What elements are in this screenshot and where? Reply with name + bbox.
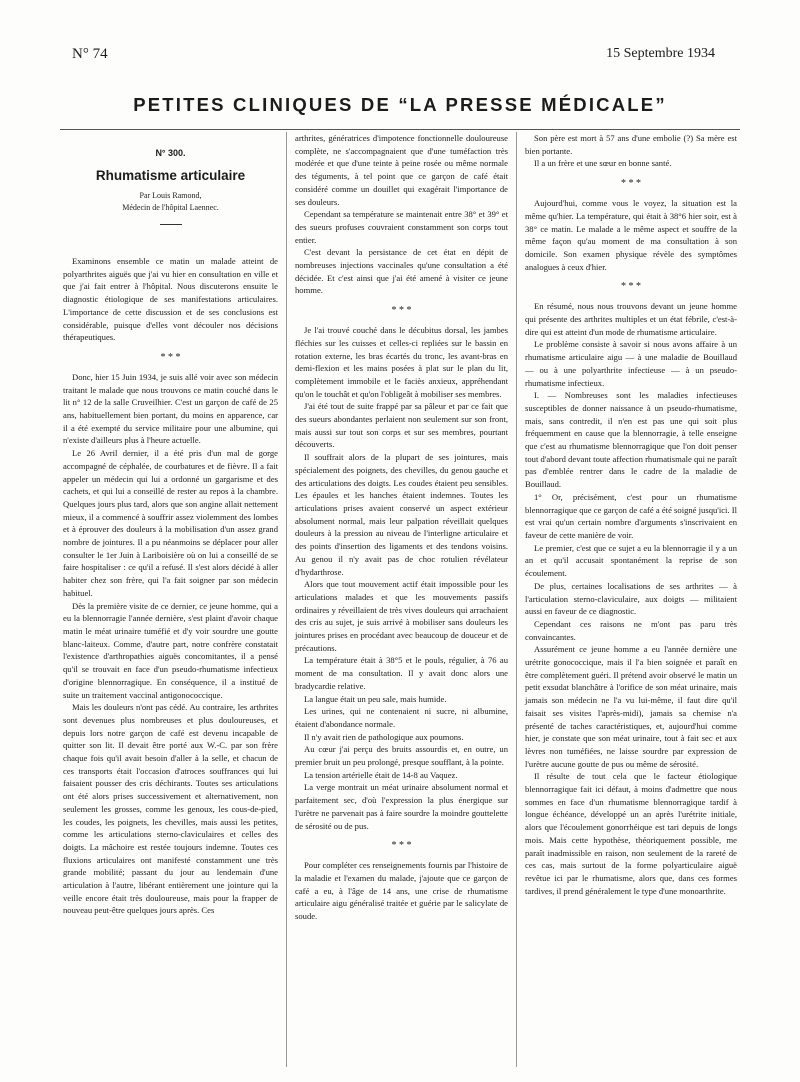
section-separator: * * * [391,840,412,852]
paragraph: Le 26 Avril dernier, il a été pris d'un mal de gorge accompagné de céphalée, de courbatures et de fièvre. Il a fait appeler un médecin qui lui a ordonné un gargarisme et des cachets, et qui lui a conseillé de rester au repos à la chambre. Quelques jours plus tard, alors que son angine allait nettement mieux, il a commencé à souffrir assez violemment des lombes et à éprouver des douleurs à la mobilisation d'un assez grand nombre de jointures. Il a pu néanmoins se déplacer pour aller consulter le 1er Juin à Lariboisière où on lui a conseillé de se faire hospitaliser : ce qu'il a refusé. Il s'est alors décidé à aller habiter chez son frère, qui l'a fait soigner par son médecin habituel. [63,448,278,598]
article-author: Par Louis Ramond, [139,191,202,200]
paragraph: En résumé, nous nous trouvons devant un jeune homme qui présente des arthrites multiples et un état fébrile, c'est-à-dire qui est atteint d'un mode de rhumatisme articulaire. [525,301,737,337]
section-separator: * * * [621,178,641,190]
paragraph: 1° Or, précisément, c'est pour un rhumatisme blennorragique que ce garçon de café a été soigné jusqu'ici. Il est vrai qu'un certain nombre d'arguments s'inscrivaient en faveur de cette manière de voir. [525,491,737,540]
article-title: Rhumatisme articulaire [95,168,246,183]
paragraph: C'est devant la persistance de cet état en dépit de nombreuses injections vaccinales qu'une consultation a été décidée. Et c'est ainsi que j'ai été amené à visiter ce jeune homme. [295,247,508,296]
paragraph: Donc, hier 15 Juin 1934, je suis allé voir avec son médecin traitant le malade que nous trouvons ce matin couché dans le lit n° 12 de la salle Cruveilhier. C'est un garçon de café de 25 ans, habituellement bien portant, du moins en apparence, car il a été exempté du service militaire pour une albumine, qui n'existe d'ailleurs plus à l'heure actuelle. [63,371,278,446]
paragraph: La température était à 38°5 et le pouls, régulier, à 76 au moment de ma consultation. Il y avait donc alors une bradycardie relative. [295,655,508,691]
paragraph: Cependant ces raisons ne m'ont pas paru très convaincantes. [525,618,737,642]
column-1 [55,132,287,1067]
paragraph: Alors que tout mouvement actif était impossible pour les articulations malades et que les mouvements passifs ordinaires y réveillaient de très vives douleurs qui arrachaient des cris au sujet, je suis arrivé à mobiliser sans douleurs les jointures prises en procédant avec beaucoup de douceur et de précautions. [295,579,508,653]
paragraph: De plus, certaines localisations de ses arthrites — à l'articulation sterno-claviculaire, aux doigts — militaient aussi en faveur de ce diagnostic. [525,580,737,617]
paragraph: Assurément ce jeune homme a eu l'année dernière une urétrite gonococcique, mais il l'a bien soignée et paraît en être complètement guéri. Il prétend avoir observé le matin un petit exsudat blanchâtre à l'orifice de son méat urinaire, mais jamais son médecin ne l'a vu lui-même, il faut dire qu'il faisait ses visites l'après-midi), jamais sa chemise n'a présenté de taches caractéristiques, et, aujourd'hui comme hier, je constate que son méat urinaire, tout à fait sec et aux lèvres non tuméfiées, ne laisse sourdre par expression de l'urètre aucune goutte de pus ou même de sérosité. [525,644,737,769]
masthead: PETITES CLINIQUES DE “LA PRESSE MÉDICALE” [133,94,667,115]
article-columns [55,132,745,1067]
section-separator: * * * [621,281,641,293]
paragraph: Dès la première visite de ce dernier, ce jeune homme, qui a eu la blennorragie l'année dernière, s'est plaint d'avoir chaque matin le méat urinaire tuméfié et d'y voir sourdre une goutte blanc-laiteux. Comme, d'autre part, notre confrère constatait l'existence d'arthropathies aiguës concomitantes, il a pensé qu'il se trouvait en face d'un pseudo-rhumatisme infectieux d'origine blennorragique. En conséquence, il a institué de suite un traitement vaccinal antigonococcique. [63,600,278,700]
masthead-rule [60,129,740,130]
paragraph: Le problème consiste à savoir si nous avons affaire à un rhumatisme articulaire aigu — à une maladie de Bouillaud — ou à une polyarthrite infectieuse — à un pseudo-rhumatisme infectieux. [525,339,737,388]
paragraph: Il souffrait alors de la plupart de ses jointures, mais spécialement des poignets, des chevilles, du genou gauche et des articulations des doigts. Les coudes étaient peu sensibles. Les épaules et les hanches étaient indemnes. Toutes les articulations prises avaient conservé un aspect extérieur absolument normal, mais leur palpation réveillait quelques douleurs à la pression au niveau de l'interligne articulaire et des points d'insertion des ligaments et des tendons voisins. Au genou il n'y avait pas de choc rotulien révélateur d'hydarthrose. [295,452,508,577]
paragraph: La langue était un peu sale, mais humide. [304,693,447,704]
paragraph: Examinons ensemble ce matin un malade atteint de polyarthrites aiguës que j'ai vu hier en consultation en ville et que j'ai fait entrer à l'hôpital. Nous discuterons ensuite le diagnostic étiologique de ses manifestations articulaires. L'importance de cette discussion et de ses conclusions est considérable, puisque d'elles vont découler nos décisions thérapeutiques. [63,256,278,343]
issue-date: 15 Septembre 1934 [606,46,715,61]
paragraph: Aujourd'hui, comme vous le voyez, la situation est la même qu'hier. La température, qui était à 38°6 hier soir, est à 38° ce matin. Le malade a le même aspect et souffre de la même façon qu'au moment de ma consultation à son domicile. Son examen physique révèle des symptômes analogues à ceux d'hier. [525,198,737,272]
paragraph: Son père est mort à 57 ans d'une embolie (?) Sa mère est bien portante. [525,133,737,156]
paragraph: La verge montrait un méat urinaire absolument normal et parfaitement sec, d'où l'expression la plus énergique sur l'urètre ne parvenait pas à faire sourdre la moindre gouttelette de sérosité ou de pus. [295,782,508,831]
paragraph: Cependant sa température se maintenait entre 38° et 39° et des sueurs profuses couvraient constamment son corps tout entier. [295,209,508,245]
paragraph: Il résulte de tout cela que le facteur étiologique blennorragique fait ici défaut, à moins d'admettre que nous sommes en face d'un rhumatisme blennorragique tardif à longue échéance, développé un an après l'urétrite initiale, alors que l'écoulement gonorrhéique est tari depuis de longs mois. Mais cette hypothèse, théoriquement possible, me paraît inadmissible en raison, non seulement de la rareté de ces cas, mais surtout de la forme polyarticulaire aiguë revêtue ici par le rhumatisme, alors que, dans ces formes tardives, il prend généralement le type d'une monoarthrite. [525,771,737,896]
paragraph: Le premier, c'est que ce sujet a eu la blennorragie il y a un an et qu'il accusait spontanément la reprise de son écoulement. [525,542,737,579]
paragraph: Les urines, qui ne contenaient ni sucre, ni albumine, étaient d'abondance normale. [295,706,508,729]
paragraph: Il n'y avait rien de pathologique aux poumons. [304,731,464,742]
paragraph: Mais les douleurs n'ont pas cédé. Au contraire, les arthrites sont devenues plus nombreuses et plus douloureuses, et depuis lors notre garçon de café est devenu incapable de quitter son lit. Il devait être porté aux W.-C. par son frère chaque fois qu'il avait besoin d'aller à la selle, et chacun de ces transports était l'occasion d'atroces souffrances qui lui faisaient pousser des cris déchirants. Toutes ses articulations ont été alors prises successivement et alternativement, non seulement les grosses, comme les genoux, les cous-de-pied, les coudes, les poignets, les chevilles, mais aussi les petites, comme les articulations sterno-claviculaires et celles des doigts. La mâchoire est restée toujours indemne. Toutes ces fluxions articulaires ont manifesté constamment une très grande mobilité; passant du jour au lendemain d'une articulation à l'autre, libérant entièrement une jointure qui la veille encore était très douloureuse, mais pour la frapper de nouveau peut-être quelques jours après. Ces [63,702,278,916]
page-number: N° 74 [72,46,108,62]
paragraph: Je l'ai trouvé couché dans le décubitus dorsal, les jambes fléchies sur les cuisses et celles-ci repliées sur le bassin en rotation externe, les bras écartés du tronc, les avant-bras en demi-flexion et les mains posées à plat sur le plan du lit, complètement immobile et le faciès anxieux, appréhendant qu'on le touchât et qu'on l'obligeât à mobiliser ses membres. [295,325,508,399]
section-separator: * * * [160,351,181,363]
paragraph: I. — Nombreuses sont les maladies infectieuses susceptibles de donner naissance à un pseudo-rhumatisme, mais, sans contredit, il n'en est pas une qui soit plus fréquemment en cause que la blennorragie, à telle enseigne que c'est au rhumatisme blennorragique que l'on doit penser tout d'abord devant toute affection rhumatismale qui ne paraît pas d'emblée rentrer dans le cadre de la maladie de Bouillaud. [525,390,737,490]
section-separator: * * * [391,305,412,317]
author-affiliation: Médecin de l'hôpital Laennec. [122,203,219,212]
paragraph: La tension artérielle était de 14-8 au Vaquez. [304,769,458,780]
title-divider [160,224,182,225]
column-3 [517,132,745,1067]
paragraph: arthrites, génératrices d'impotence fonctionnelle douloureuse complète, ne s'accompagnaient que d'une tuméfaction très modérée et que d'une teinte à peine rosée ou même normale des téguments, à tel point que ce garçon de café était considéré comme un douillet qui exagérait l'importance de ses douleurs. [295,133,508,207]
article-number: N° 300. [155,148,186,158]
column-2 [287,132,517,1067]
paragraph: Pour compléter ces renseignements fournis par l'histoire de la maladie et l'examen du malade, j'ajoute que ce garçon de café a eu, à l'âge de 14 ans, une crise de rhumatisme articulaire aigu généralisé traitée et guérie par le salicylate de soude. [295,860,508,922]
paragraph: Il a un frère et une sœur en bonne santé. [534,158,672,169]
paragraph: J'ai été tout de suite frappé par sa pâleur et par ce fait que des sueurs abondantes perlaient non seulement sur son front, mais aussi sur tout son corps et sur ses membres, pourtant découverts. [295,401,508,450]
paragraph: Au cœur j'ai perçu des bruits assourdis et, en outre, un premier bruit un peu prolongé, presque soufflant, à la pointe. [295,744,508,768]
